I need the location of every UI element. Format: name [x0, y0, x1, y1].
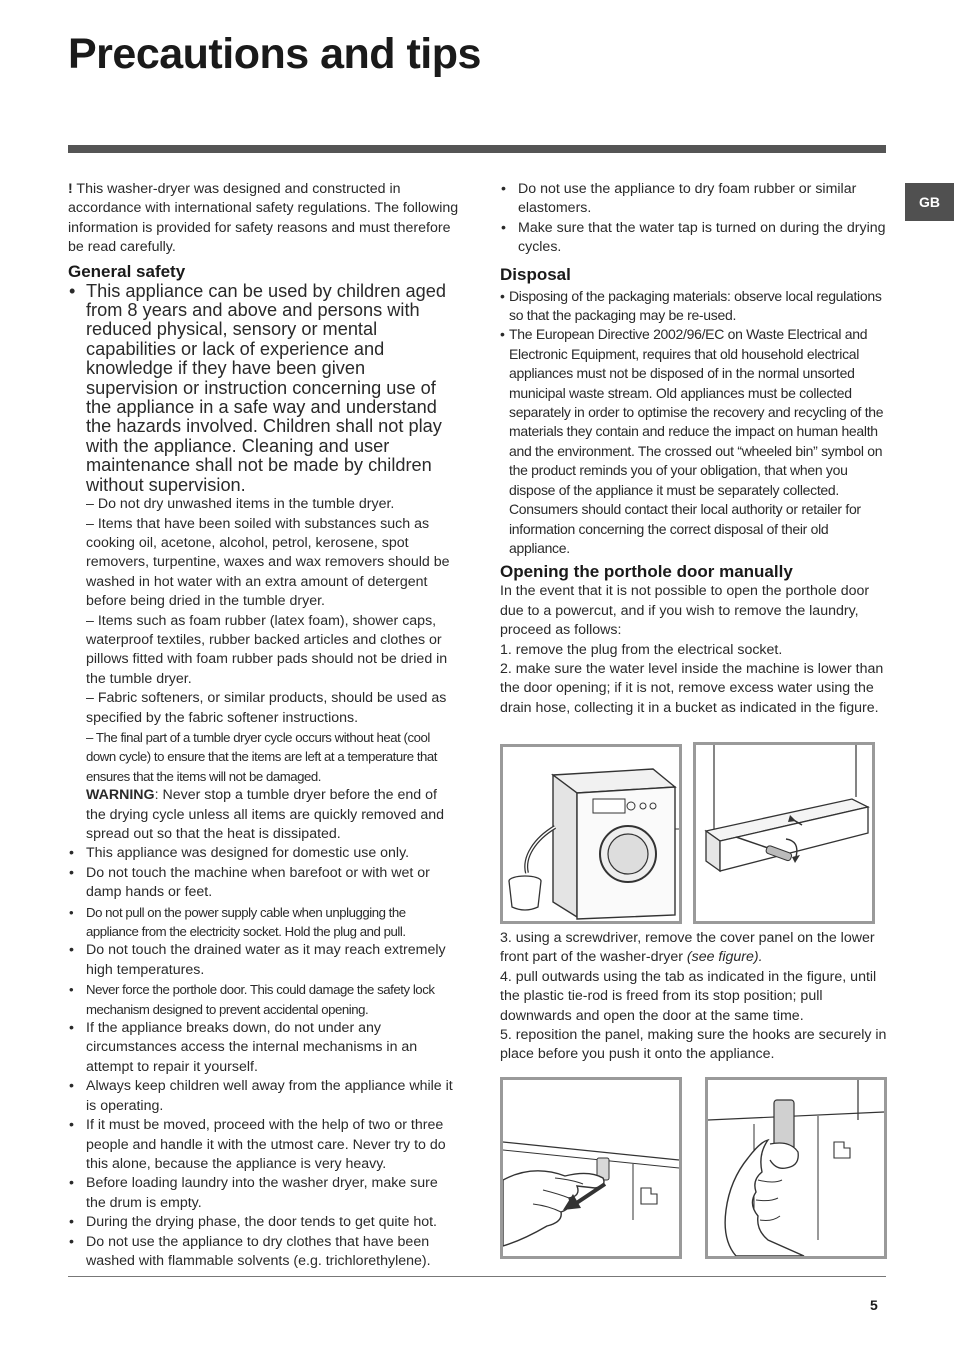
general-safety-heading: General safety: [68, 261, 186, 281]
list-item: • Do not use the appliance to dry foam rubber or similar elastomers.: [500, 180, 886, 219]
list-item: • Do not pull on the power supply cable when unplugging the appliance from the electricity socket. Hold the plug and pull.: [68, 903, 460, 942]
list-item: • Before loading laundry into the washer dryer, make sure the drum is empty.: [68, 1174, 460, 1213]
list-item: • During the drying phase, the door tends to get quite hot.: [68, 1213, 460, 1232]
porthole-heading: Opening the porthole door manually: [500, 562, 793, 582]
list-item: • The European Directive 2002/96/EC on Waste Electrical and Electronic Equipment, requires that old household electrical appliances must not be disposed of in the normal unsorted municipal waste stream. Old appliances must be collected separately in order to optimise the recovery and recycling of the materials they contain and reduce the impact on human health and the environment. The crossed out “wheeled bin” symbol on the product reminds you of your obligation, that when you dispose of the appliance it must be separately collected. Consumers should contact their local authority or retailer for information concerning the correct disposal of their old appliance.: [500, 325, 886, 558]
list-item: – Items that have been soiled with substances such as cooking oil, acetone, alcohol, petrol, kerosene, spot removers, turpentine, waxes and wax removers should be washed in hot water with an extra amount of detergent before being dried in the tumble dryer.: [86, 515, 450, 610]
step-1: 1. remove the plug from the electrical socket.: [500, 641, 783, 658]
washer-drain-illustration: [503, 747, 679, 921]
step-3: 3. using a screwdriver, remove the cover panel on the lower front part of the washer-dryer (see figure).: [500, 930, 875, 966]
pull-down-figure: [705, 1077, 887, 1259]
disposal-list: [500, 287, 886, 559]
step-2: 2. make sure the water level inside the machine is lower than the door opening; if it is not, remove excess water using the drain hose, collecting it in a bucket as indicated in the figure.: [500, 660, 884, 716]
list-item: • Never force the porthole door. This could damage the safety lock mechanism designed to prevent accidental opening.: [68, 980, 460, 1019]
page-number: 5: [870, 1297, 878, 1313]
list-item: • Always keep children well away from the appliance while it is operating.: [68, 1077, 460, 1116]
list-item: • Disposing of the packaging materials: observe local regulations so that the packaging may be re-used.: [500, 287, 886, 326]
list-item: • If the appliance breaks down, do not under any circumstances access the internal mechanisms in an attempt to repair it yourself.: [68, 1019, 460, 1077]
step-5: 5. reposition the panel, making sure the hooks are securely in place before you push it onto the appliance.: [500, 1027, 887, 1063]
list-item: – The final part of a tumble dryer cycle occurs without heat (cool down cycle) to ensure that the items are left at a temperature that ensures that the items will not be damaged.: [86, 729, 438, 784]
porthole-steps-continued: [500, 929, 890, 1065]
safety-items: [68, 844, 460, 1271]
screwdriver-panel-figure: [693, 742, 875, 924]
list-item: – Fabric softeners, or similar products, should be used as specified by the fabric softener instructions.: [86, 690, 447, 726]
pull-down-illustration: [708, 1080, 884, 1256]
right-column: [500, 180, 886, 718]
list-item: – Items such as foam rubber (latex foam), shower caps, waterproof textiles, rubber backed articles and clothes or pillows fitted with foam rubber pads should not be dried in the tumble dryer.: [86, 612, 448, 687]
general-safety-list: [68, 282, 460, 495]
list-item: • Make sure that the water tap is turned on during the drying cycles.: [500, 219, 886, 258]
header-rule: [68, 145, 886, 153]
drying-tips-list: [500, 180, 886, 258]
warning-label: WARNING: [86, 787, 155, 804]
list-item: • Do not touch the machine when barefoot or with wet or damp hands or feet.: [68, 864, 460, 903]
pull-tab-illustration: [503, 1080, 679, 1256]
list-item: – Do not dry unwashed items in the tumble dryer.: [86, 496, 395, 513]
screwdriver-panel-illustration: [696, 745, 872, 921]
footer-rule: [68, 1276, 886, 1277]
list-item: • If it must be moved, proceed with the help of two or three people and handle it with the utmost care. Never try to do this alone, because the appliance is very heavy.: [68, 1116, 460, 1174]
page-title: Precautions and tips: [68, 30, 481, 78]
tumble-dryer-notes: [68, 495, 460, 844]
list-item: • This appliance was designed for domestic use only.: [68, 844, 460, 863]
left-column: [68, 180, 460, 1271]
warning-mark: !: [68, 181, 73, 197]
step-4: 4. pull outwards using the tab as indicated in the figure, until the plastic tie-rod is freed from its stop position; pull downwards and open the door at the same time.: [500, 968, 877, 1024]
intro-paragraph: ! This washer-dryer was designed and constructed in accordance with international safety regulations. The following information is provided for safety reasons and must therefore be read carefully.: [68, 181, 459, 256]
washer-drain-figure: [500, 744, 682, 924]
porthole-intro: In the event that it is not possible to open the porthole door due to a powercut, and if you wish to remove the laundry, proceed as follows:: [500, 583, 870, 639]
list-item: • Do not use the appliance to dry clothes that have been washed with flammable solvents (e.g. trichlorethylene).: [68, 1233, 460, 1272]
warning-note: WARNING: Never stop a tumble dryer before the end of the drying cycle unless all items are quickly removed and spread out so that the heat is dissipated.: [86, 787, 445, 842]
list-item: • This appliance can be used by children aged from 8 years and above and persons with reduced physical, sensory or mental capabilities or lack of experience and knowledge if they have been given supervision or instruction concerning use of the appliance in a safe way and understand the hazards involved. Children shall not play with the appliance. Cleaning and user maintenance shall not be made by children without supervision.: [68, 282, 460, 495]
pull-tab-figure: [500, 1077, 682, 1259]
language-tab: GB: [905, 183, 954, 221]
disposal-heading: Disposal: [500, 264, 571, 284]
list-item: • Do not touch the drained water as it may reach extremely high temperatures.: [68, 941, 460, 980]
